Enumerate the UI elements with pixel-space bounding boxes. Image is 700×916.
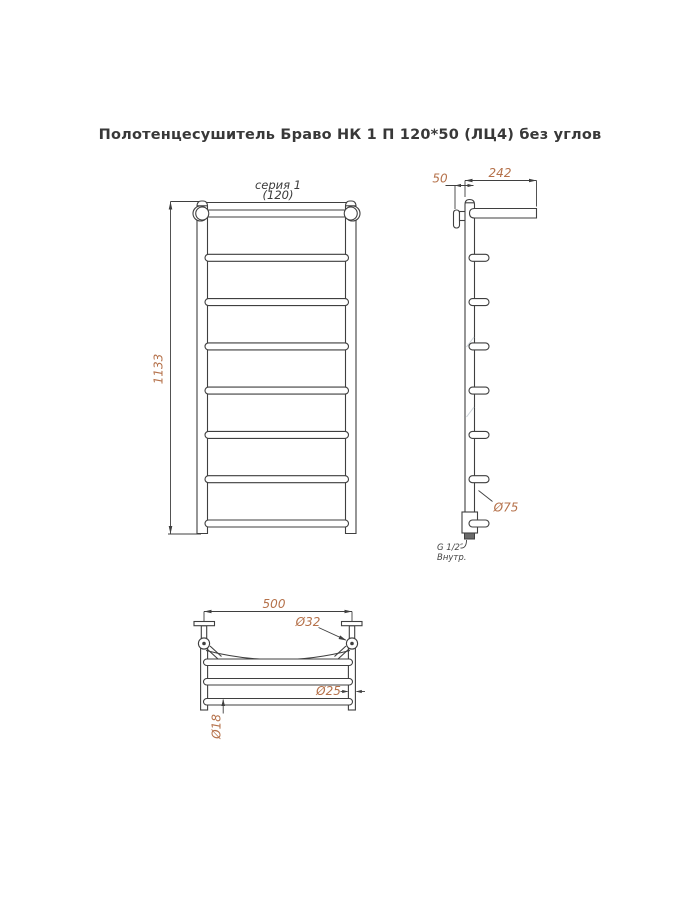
rung-diameter-label: Ø18 — [209, 714, 224, 739]
arrowhead — [169, 526, 173, 534]
brace — [335, 646, 347, 657]
center-dot — [350, 642, 354, 646]
arrowhead — [455, 184, 461, 187]
bracket-circle — [196, 207, 209, 220]
brace — [338, 649, 350, 660]
wall-plate — [342, 622, 363, 626]
rung — [205, 431, 349, 438]
arrowhead — [529, 179, 537, 183]
wall-plate — [454, 210, 460, 228]
arrowhead — [342, 690, 348, 693]
mount-stem — [201, 626, 206, 639]
rung — [205, 254, 349, 261]
rung-stub — [469, 520, 489, 527]
curved-front-bar — [206, 651, 350, 660]
depth-dimension-label: 242 — [488, 166, 512, 180]
arrowhead — [204, 610, 212, 614]
shelf-bar — [470, 209, 537, 219]
arrowhead — [169, 202, 173, 210]
left-rail — [197, 201, 208, 534]
bar — [204, 659, 353, 666]
arrowhead — [356, 690, 362, 693]
width-dimension-label: 500 — [262, 597, 286, 611]
series-label: серия 1 — [254, 178, 302, 192]
wall-offset-dimension-label: 50 — [432, 171, 448, 186]
right-rail — [346, 201, 357, 534]
mount-stem — [349, 626, 354, 639]
bracket-circle — [344, 207, 357, 220]
arrowhead — [468, 184, 474, 187]
drawing-title: Полотенцесушитель Браво НК 1 П 120*50 (ЛЦ4) без углов — [98, 127, 602, 143]
width-label: (120) — [262, 188, 294, 202]
rung — [205, 520, 349, 527]
bar — [204, 699, 353, 706]
rung-stub — [469, 476, 489, 483]
rung-stub — [469, 387, 489, 394]
rung — [205, 387, 349, 394]
rung — [205, 343, 349, 350]
bracket-diameter-label: Ø32 — [295, 615, 321, 629]
cup-diameter-label: Ø75 — [493, 500, 519, 515]
brace — [207, 649, 219, 660]
side-view — [432, 166, 536, 563]
rung-stub — [469, 254, 489, 261]
arrowhead — [339, 635, 347, 640]
thread-connection — [465, 533, 475, 539]
brace — [210, 646, 222, 657]
rung-stub — [469, 299, 489, 306]
arrowhead — [345, 610, 353, 614]
wall-plate — [194, 622, 215, 626]
connection-label-line2: Внутр. — [437, 553, 467, 563]
rung — [205, 299, 349, 306]
connection-label-line1: G 1/2″ — [437, 543, 464, 553]
front-view — [152, 178, 361, 534]
rail-diameter-label: Ø25 — [316, 684, 341, 698]
height-dimension-label: 1133 — [151, 353, 166, 385]
rung-stub — [469, 343, 489, 350]
arrowhead — [465, 179, 473, 183]
rung — [205, 476, 349, 483]
rung-stub — [469, 431, 489, 438]
center-dot — [202, 642, 206, 646]
bottom-view — [194, 597, 365, 740]
rung — [205, 210, 349, 217]
leader-line — [479, 491, 493, 502]
